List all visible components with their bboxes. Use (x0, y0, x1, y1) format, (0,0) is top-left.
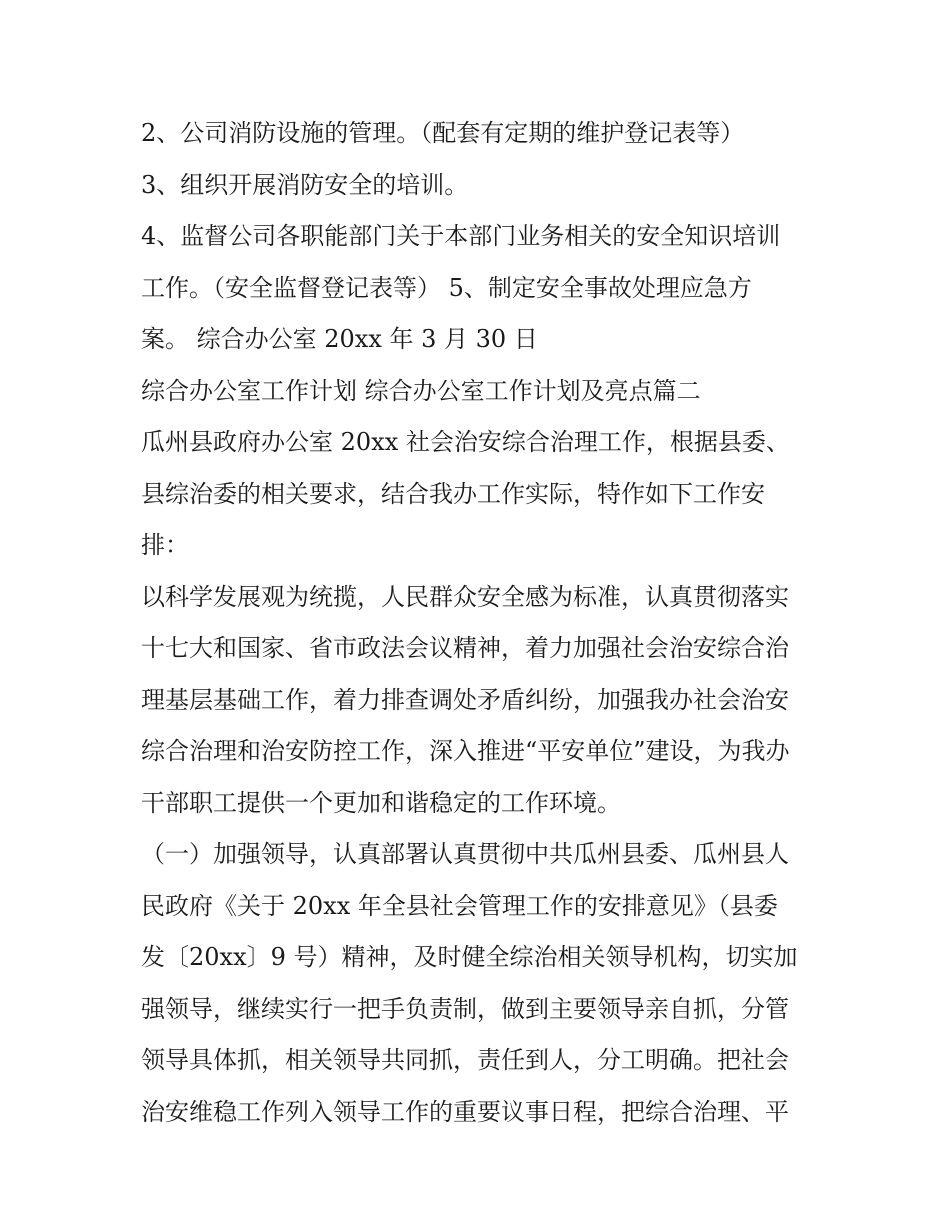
document-body (141, 108, 821, 1138)
text-line: 干部职工提供一个更加和谐稳定的工作环境。 (141, 788, 621, 817)
text-line: 综合治理和治安防控工作，深入推进“平安单位”建设，为我办 (141, 737, 790, 765)
text-line: 理基层基础工作，着力排查调处矛盾纠纷，加强我办社会治安 (141, 685, 789, 714)
text-line: 瓜州县政府办公室 20xx 社会治安综合治理工作，根据县委、 (141, 428, 790, 456)
text-line: 案。 综合办公室 20xx 年 3 月 30 日 (141, 325, 538, 353)
section-heading: 综合办公室工作计划 综合办公室工作计划及亮点篇二 (141, 376, 701, 405)
text-line: （一）加强领导，认真部署认真贯彻中共瓜州县委、瓜州县人 (141, 840, 789, 868)
text-line: 以科学发展观为统揽，人民群众安全感为标准，认真贯彻落实 (141, 582, 789, 611)
text-line: 发〔20xx〕9 号）精神，及时健全综治相关领导机构，切实加 (141, 943, 798, 971)
text-line: 县综治委的相关要求，结合我办工作实际，特作如下工作安 (141, 479, 765, 508)
text-line: 十七大和国家、省市政法会议精神，着力加强社会治安综合治 (141, 634, 789, 662)
text-line: 治安维稳工作列入领导工作的重要议事日程，把综合治理、平 (141, 1097, 789, 1126)
text-line: 强领导，继续实行一把手负责制，做到主要领导亲自抓，分管 (141, 994, 789, 1023)
text-line: 4、监督公司各职能部门关于本部门业务相关的安全知识培训 (141, 222, 781, 250)
text-line: 领导具体抓，相关领导共同抓，责任到人，分工明确。把社会 (141, 1046, 789, 1074)
text-line: 2、公司消防设施的管理。（配套有定期的维护登记表等） (141, 119, 745, 147)
text-line: 3、组织开展消防安全的培训。 (141, 170, 469, 199)
text-line: 排： (141, 531, 189, 559)
text-line: 工作。（安全监督登记表等） 5、制定安全事故处理应急方 (141, 273, 752, 302)
text-line: 民政府《关于 20xx 年全县社会管理工作的安排意见》（县委 (141, 891, 778, 920)
